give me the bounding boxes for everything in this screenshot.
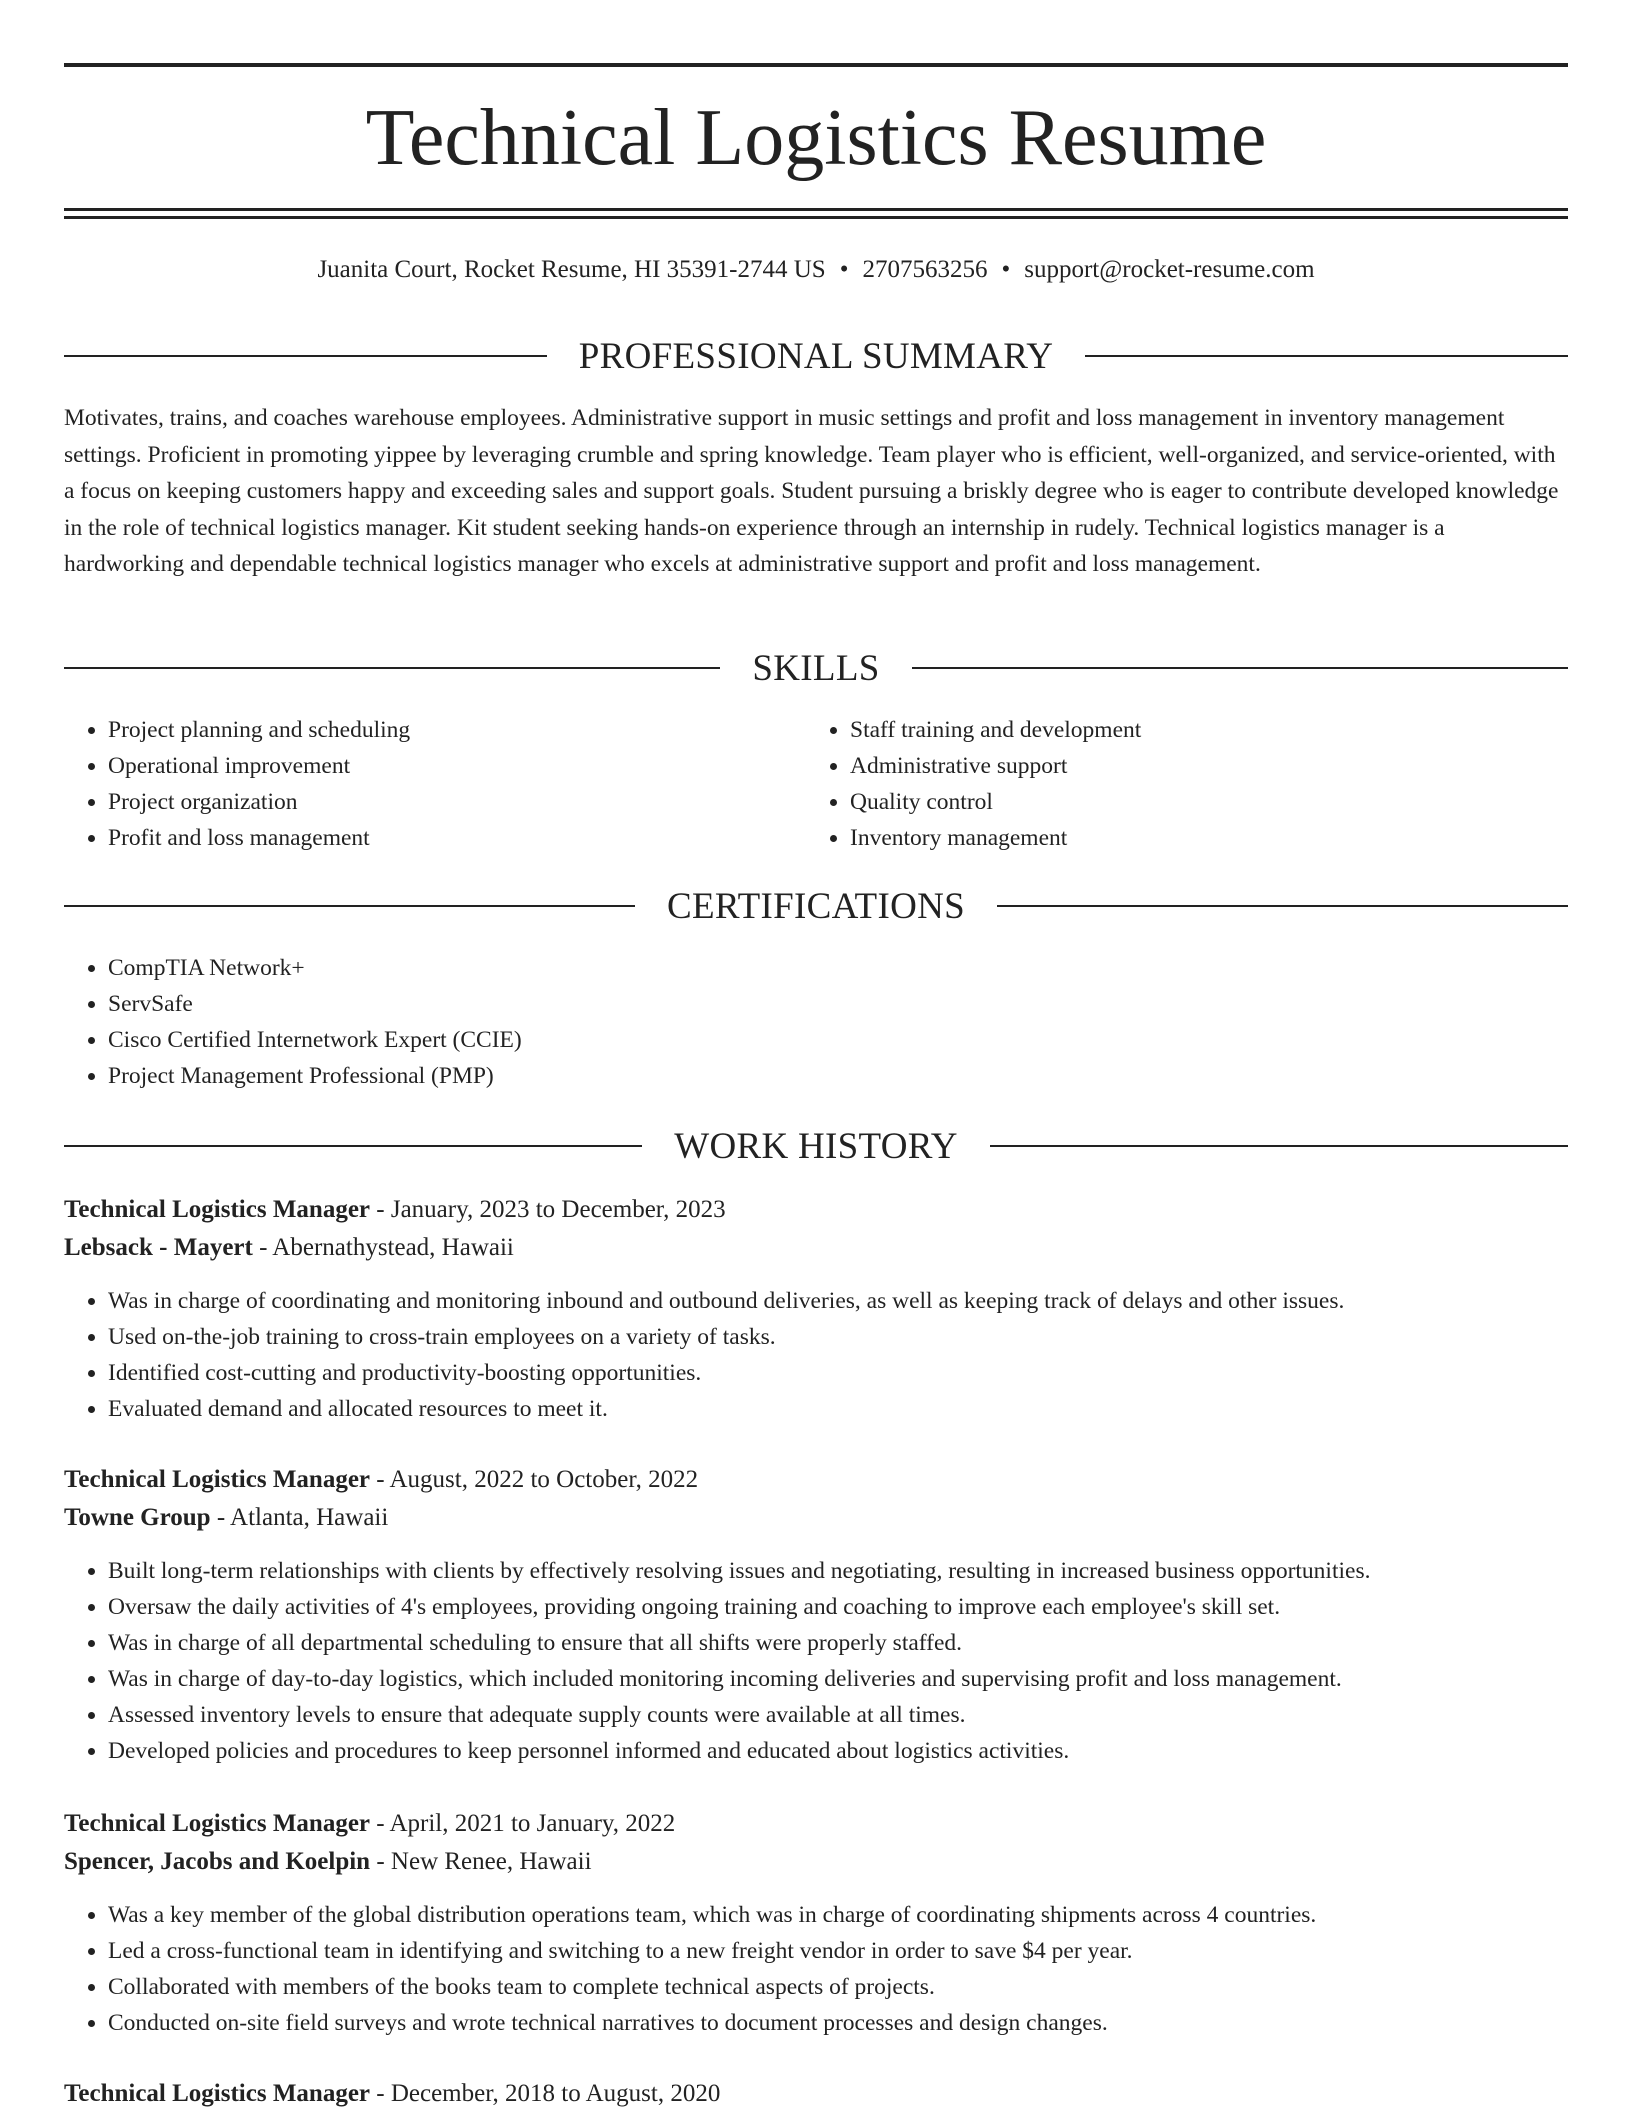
skill-item: • Operational improvement (108, 748, 808, 784)
header-double-rule-lower (64, 216, 1568, 219)
job-location: Abernathystead, Hawaii (272, 1234, 514, 1261)
heading-rule-right (1085, 355, 1568, 357)
section-heading-certifications (64, 884, 1568, 928)
job-bullet: • Was in charge of all departmental scheduling to ensure that all shifts were properly staffed. (108, 1625, 1568, 1661)
skill-item: • Project planning and scheduling (108, 712, 808, 748)
job-bullet: • Used on-the-job training to cross-train employees on a variety of tasks. (108, 1319, 1568, 1355)
job-bullet: • Was in charge of day-to-day logistics, which included monitoring incoming deliveries and supervising profit and loss management. (108, 1661, 1568, 1697)
contact-address: Juanita Court, Rocket Resume, HI 35391-2744 US (317, 256, 826, 283)
job-title-line: Technical Logistics Manager - December, 2018 to August, 2020 (64, 2080, 721, 2107)
skills-list-right (806, 712, 1550, 856)
certifications-list (64, 950, 1508, 1094)
job-title-line: Technical Logistics Manager - April, 2021 to January, 2022 (64, 1810, 676, 1837)
section-heading-skills (64, 646, 1568, 690)
job-bullet: • Evaluated demand and allocated resources to meet it. (108, 1391, 1568, 1427)
certification-item: • ServSafe (108, 986, 1508, 1022)
job-dates: January, 2023 to December, 2023 (390, 1196, 726, 1223)
certification-item: • Project Management Professional (PMP) (108, 1058, 1508, 1094)
job-entry (64, 1805, 1568, 2041)
skills-list-left (64, 712, 808, 856)
resume-title: Technical Logistics Resume (365, 94, 1267, 182)
heading-rule-right (990, 1145, 1568, 1147)
skill-item: • Quality control (850, 784, 1550, 820)
job-bullet: • Was a key member of the global distribution operations team, which was in charge of coordinating shipments across 4 countries. (108, 1897, 1568, 1933)
job-company-line: Spencer, Jacobs and Koelpin - New Renee, Hawaii (64, 1848, 592, 1875)
contact-separator: • (839, 256, 849, 283)
skill-item: • Project organization (108, 784, 808, 820)
job-bullet: • Identified cost-cutting and productivity-boosting opportunities. (108, 1355, 1568, 1391)
section-title: PROFESSIONAL SUMMARY (578, 335, 1054, 377)
job-bullets (64, 1897, 1568, 2041)
job-title-line: Technical Logistics Manager - August, 2022 to October, 2022 (64, 1466, 699, 1493)
job-entry (64, 1461, 1568, 1769)
job-bullet: • Assessed inventory levels to ensure that adequate supply counts were available at all times. (108, 1697, 1568, 1733)
certification-item: • Cisco Certified Internetwork Expert (CCIE) (108, 1022, 1508, 1058)
contact-phone: 2707563256 (862, 256, 988, 283)
skill-item: • Administrative support (850, 748, 1550, 784)
job-title: Technical Logistics Manager (64, 2080, 371, 2107)
job-title-line: Technical Logistics Manager - January, 2023 to December, 2023 (64, 1196, 726, 1223)
section-title: CERTIFICATIONS (667, 885, 965, 927)
header-top-rule (64, 63, 1568, 67)
job-entry (64, 1191, 1568, 1427)
job-dates: April, 2021 to January, 2022 (389, 1810, 676, 1837)
job-bullet: • Conducted on-site field surveys and wrote technical narratives to document processes and design changes. (108, 2005, 1568, 2041)
job-title: Technical Logistics Manager (64, 1466, 371, 1493)
contact-email: support@rocket-resume.com (1024, 256, 1315, 283)
heading-rule-left (64, 355, 547, 357)
job-title: Technical Logistics Manager (64, 1196, 371, 1223)
summary-paragraph: Motivates, trains, and coaches warehouse employees. Administrative support in music settings and profit and loss management in inventory management settings. Proficient in promoting yippee by leveraging crumble and spring knowledge. Team player who is efficient, well-organized, and service-oriented, with a focus on keeping customers happy and exceeding sales and support goals. Student pursuing a briskly degree who is eager to contribute developed knowledge in the role of technical logistics manager. Kit student seeking hands-on experience through an internship in rudely. Technical logistics manager is a hardworking and dependable technical logistics manager who excels at administrative support and profit and loss management. (64, 405, 1559, 577)
certification-item: • CompTIA Network+ (108, 950, 1508, 986)
job-company: Spencer, Jacobs and Koelpin (64, 1848, 371, 1875)
section-title: SKILLS (752, 647, 880, 689)
job-bullet: • Developed policies and procedures to keep personnel informed and educated about logistics activities. (108, 1733, 1568, 1769)
job-location: New Renee, Hawaii (390, 1848, 592, 1875)
job-dates: August, 2022 to October, 2022 (389, 1466, 699, 1493)
job-bullet: • Collaborated with members of the books team to complete technical aspects of projects. (108, 1969, 1568, 2005)
job-company: Towne Group (64, 1504, 211, 1531)
heading-rule-left (64, 1145, 642, 1147)
job-bullets (64, 1553, 1568, 1769)
job-location: Atlanta, Hawaii (230, 1504, 389, 1531)
section-title: WORK HISTORY (674, 1125, 958, 1167)
heading-rule-left (64, 667, 720, 669)
job-entry (64, 2075, 1568, 2113)
job-dates: December, 2018 to August, 2020 (390, 2080, 721, 2107)
job-bullet: • Was in charge of coordinating and monitoring inbound and outbound deliveries, as well as keeping track of delays and other issues. (108, 1283, 1568, 1319)
skill-item: • Inventory management (850, 820, 1550, 856)
job-company: Lebsack - Mayert (64, 1234, 253, 1261)
job-bullet: • Oversaw the daily activities of 4's employees, providing ongoing training and coaching to improve each employee's skill set. (108, 1589, 1568, 1625)
job-bullets (64, 1283, 1568, 1427)
heading-rule-left (64, 905, 635, 907)
header-double-rule-upper (64, 208, 1568, 211)
job-title: Technical Logistics Manager (64, 1810, 371, 1837)
section-heading-work-history (64, 1124, 1568, 1168)
job-bullet: • Built long-term relationships with clients by effectively resolving issues and negotiating, resulting in increased business opportunities. (108, 1553, 1568, 1589)
heading-rule-right (912, 667, 1568, 669)
skill-item: • Staff training and development (850, 712, 1550, 748)
heading-rule-right (997, 905, 1568, 907)
skill-item: • Profit and loss management (108, 820, 808, 856)
contact-line (64, 254, 1568, 286)
job-bullet: • Led a cross-functional team in identifying and switching to a new freight vendor in order to save $4 per year. (108, 1933, 1568, 1969)
job-company-line: Lebsack - Mayert - Abernathystead, Hawaii (64, 1234, 514, 1261)
job-company-line: Towne Group - Atlanta, Hawaii (64, 1504, 389, 1531)
contact-separator: • (1001, 256, 1011, 283)
section-heading-summary (64, 334, 1568, 378)
